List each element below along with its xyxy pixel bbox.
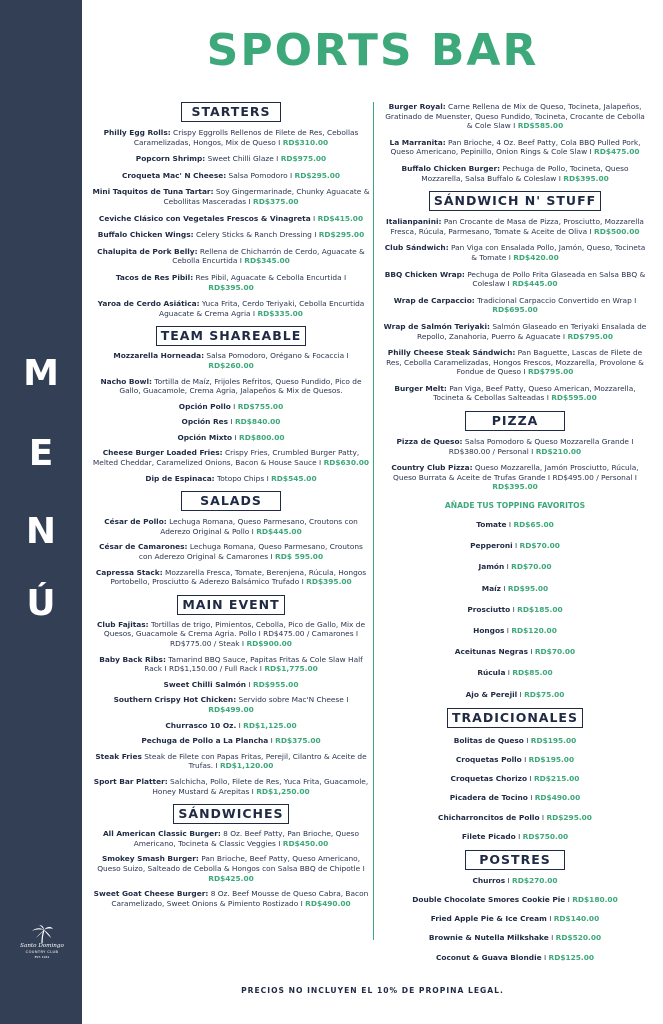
item-name: Opción Pollo	[178, 401, 231, 411]
menu-item: Pizza de Queso: Salsa Pomodoro & Queso Mozzarella Grande I RD$380.00 / Personal I RD$210.00	[396, 437, 634, 456]
club-logo	[20, 925, 64, 959]
item-name: Filete Picado	[461, 831, 516, 841]
item-name: César de Camarones:	[99, 542, 188, 552]
topping-name: Aceitunas Negras	[454, 647, 528, 657]
item-price: RD$520.00	[555, 933, 602, 943]
item-description: Crispy Fries, Crumbled Burger Patty, Melted Cheddar, Caramelized Onions, Bacon & House Sauce	[92, 448, 360, 468]
menu-letter-e: E	[28, 433, 54, 474]
palm-tree-icon	[30, 925, 54, 943]
menu-item: Coconut & Guava Blondie I RD$125.00	[435, 952, 595, 962]
item-name: Philly Cheese Steak Sándwich:	[387, 348, 516, 358]
item-name: Country Club Pizza:	[391, 463, 473, 473]
item-description: Mozzarella Fresca, Tomate, Berenjena, Rúcula, Hongos Portobello, Prosciutto & Aderezo Balsámico Trufado	[110, 567, 367, 587]
logo-established: EST. 1941	[34, 955, 50, 959]
item-name: Mozzarella Horneada:	[113, 351, 205, 361]
item-description: Res Pibil, Aguacate & Cebolla Encurtida	[195, 272, 342, 282]
menu-item: Buffalo Chicken Wings: Celery Sticks & Ranch Dressing I RD$295.00	[97, 230, 365, 240]
item-price: RD$800.00	[239, 432, 285, 442]
menu-item: Southern Crispy Hot Chicken: Servido sobre Mac'N Cheese I RD$499.00	[113, 695, 349, 714]
item-price: RD$475.00	[594, 147, 640, 157]
item-name: Cheese Burger Loaded Fries:	[102, 448, 223, 458]
item-name: Croqueta Mac' N Cheese:	[121, 170, 227, 180]
topping-price: RD$70.00	[511, 562, 552, 572]
item-name: Chalupita de Pork Belly:	[97, 246, 198, 256]
menu-item: Mozzarella Horneada: Salsa Pomodoro, Orégano & Focaccia I RD$260.00	[113, 351, 349, 370]
menu-item: Smokey Smash Burger: Pan Brioche, Beef Patty, Queso Americano, Queso Suizo, Salteado de Cebolla & Hongos con Salsa BBQ de Chipotle I RD$425.00	[97, 854, 365, 883]
menu-item: BBQ Chicken Wrap: Pechuga de Pollo Frita Glaseada en Salsa BBQ & Coleslaw I RD$445.00	[384, 269, 646, 289]
item-name: Chicharroncitos de Pollo	[438, 812, 540, 822]
menu-item: Chicharroncitos de Pollo I RD$295.00	[438, 812, 592, 822]
item-price: RD$180.00	[572, 895, 618, 905]
topping-name: Maíz	[481, 583, 501, 593]
menu-item: Sweet Goat Cheese Burger: 8 Oz. Beef Mousse de Queso Cabra, Bacon Caramelizado, Sweet Onions & Pimiento Rostizado I RD$490.00	[93, 889, 369, 908]
item-description: 8 Oz. Beef Mousse de Queso Cabra, Bacon Caramelizado, Sweet Onions & Pimiento Rostizado	[111, 889, 369, 908]
item-name: Club Fajitas:	[97, 619, 149, 629]
menu-item: Croquetas Pollo I RD$195.00	[455, 755, 575, 765]
item-price: RD$445.00	[256, 526, 302, 536]
topping-price: RD$95.00	[507, 583, 549, 593]
item-price: RD$630.00	[323, 458, 370, 468]
section-heading: STARTERS	[181, 102, 281, 122]
item-description: Tamarind BBQ Sauce, Papitas Fritas & Cole Slaw Half Rack I RD$1,150.00 / Full Rack	[144, 654, 363, 674]
menu-item: Chalupita de Pork Belly: Rellena de Chicharrón de Cerdo, Aguacate & Cebolla Encurtida I RD$345.00	[97, 246, 365, 266]
menu-item: Croquetas Chorizo I RD$215.00	[450, 774, 580, 784]
section-heading: TRADICIONALES	[447, 708, 583, 728]
item-description: 8 Oz. Beef Patty, Pan Brioche, Queso Americano, Tocineta & Classic Veggies	[133, 829, 360, 848]
menu-item: Brownie & Nutella Milkshake I RD$520.00	[428, 933, 602, 943]
topping-name: Prosciutto	[467, 604, 511, 614]
topping-item: Rúcula I RD$85.00	[477, 668, 553, 678]
menu-section	[382, 708, 648, 841]
menu-item	[92, 377, 370, 396]
topping-price: RD$85.00	[512, 668, 553, 678]
item-description: Yuca Frita, Cerdo Teriyaki, Cebolla Encurtida Aguacate & Crema Agria	[159, 299, 365, 318]
menu-item: All American Classic Burger: 8 Oz. Beef Patty, Pan Brioche, Queso Americano, Tocineta & Classic Veggies I RD$450.00	[102, 829, 360, 848]
item-description: Sweet Chilli Glaze	[207, 154, 274, 164]
item-name: Burger Melt:	[394, 383, 447, 393]
menu-item: Opción Pollo I RD$755.00	[178, 401, 284, 411]
item-price: RD$755.00	[237, 401, 284, 411]
item-name: Croquetas Chorizo	[450, 774, 528, 784]
menu-section	[92, 102, 370, 318]
item-description: Tortillas de trigo, Pimientos, Cebolla, Pico de Gallo, Mix de Quesos, Guacamole & Crema Agria. Pollo I RD$475.00 / Camarones I RD$775.00 / Steak	[103, 619, 365, 648]
item-name: Wrap de Salmón Teriyaki:	[383, 321, 490, 331]
section-heading: TEAM SHAREABLE	[156, 326, 307, 346]
menu-section	[92, 804, 370, 908]
topping-item: Hongos I RD$120.00	[473, 625, 557, 635]
menu-item: Cheese Burger Loaded Fries: Crispy Fries, Crumbled Burger Patty, Melted Cheddar, Caramelized Onions, Bacon & House Sauce I RD$630.00	[92, 448, 370, 468]
menu-item: Capressa Stack: Mozzarella Fresca, Tomate, Berenjena, Rúcula, Hongos Portobello, Prosciutto & Aderezo Balsámico Trufado I RD$395.00	[95, 567, 367, 587]
menu-item: Burger Melt: Pan Viga, Beef Patty, Queso American, Mozzarella, Tocineta & Cebollas Salteadas I RD$595.00	[394, 383, 636, 403]
item-name: Pizza de Queso:	[396, 437, 463, 447]
column-divider	[373, 102, 374, 940]
menu-item: Philly Cheese Steak Sándwich: Pan Baguette, Lascas de Filete de Res, Cebolla Caramelizadas, Hongos Frescos, Mozzarella, Provolone & Fondue de Queso I RD$795.00	[386, 348, 644, 377]
item-price: RD$750.00	[522, 831, 569, 841]
item-description: Servido sobre Mac'N Cheese	[238, 695, 344, 705]
item-name: La Marranita:	[389, 137, 446, 147]
item-name: Opción Mixto	[177, 432, 233, 442]
item-description: Lechuga Romana, Queso Parmesano, Croutons con Aderezo Original & Camarones	[138, 542, 363, 562]
item-price: RD$955.00	[252, 679, 299, 689]
item-price: RD$795.00	[527, 367, 574, 377]
topping-item: Pepperoni I RD$70.00	[470, 541, 560, 551]
menu-item: Tacos de Res Pibil: Res Pibil, Aguacate & Cebolla Encurtida I RD$395.00	[115, 272, 347, 292]
item-price: RD$195.00	[530, 736, 577, 746]
topping-name: Hongos	[473, 625, 505, 635]
item-name: Brownie & Nutella Milkshake	[428, 933, 549, 943]
item-description: Pan Viga con Ensalada Pollo, Jamón, Queso, Tocineta & Tomate	[451, 243, 646, 262]
item-price: RD$900.00	[246, 639, 292, 648]
item-name: Double Chocolate Smores Cookie Pie	[412, 895, 566, 905]
item-price: RD$595.00	[551, 393, 597, 403]
right-column	[382, 102, 648, 962]
item-name: Mini Taquitos de Tuna Tartar:	[92, 187, 214, 197]
item-price: RD$975.00	[280, 154, 327, 164]
item-name: Southern Crispy Hot Chicken:	[113, 695, 237, 705]
item-description: Pan Crocante de Masa de Pizza, Prosciutto, Mozzarella Fresca, Rúcula, Parmesano, Tomate & Aceite de Oliva	[390, 217, 644, 236]
menu-section	[382, 411, 648, 699]
topping-price: RD$65.00	[513, 520, 554, 530]
section-heading: POSTRES	[465, 850, 565, 870]
item-name: Croquetas Pollo	[455, 755, 522, 765]
item-name: Italianpanini:	[386, 217, 442, 227]
menu-item: Burger Royal: Carne Rellena de Mix de Queso, Tocineta, Jalapeños, Gratinado de Muenster, Queso Fundido, Tocineta, Crocante de Cebolla & Cole Slaw I RD$585.00	[385, 102, 645, 131]
menu-item: César de Pollo: Lechuga Romana, Queso Parmesano, Croutons con Aderezo Original & Pollo I RD$445.00	[104, 517, 358, 536]
topping-price: RD$185.00	[517, 604, 563, 614]
item-price: RD$125.00	[548, 952, 595, 962]
menu-item: Picadera de Tocino I RD$490.00	[449, 793, 581, 803]
item-price: RD$295.00	[546, 812, 592, 822]
menu-section	[382, 102, 648, 183]
item-price: RD$545.00	[271, 473, 317, 483]
topping-item: Tomate I RD$65.00	[476, 520, 554, 530]
menu-item: Fried Apple Pie & Ice Cream I RD$140.00	[430, 914, 600, 924]
item-name: Churros	[472, 876, 506, 886]
item-description: Salsa Pomodoro & Queso Mozzarella Grande I RD$380.00 / Personal	[448, 437, 634, 456]
topping-item: Ajo & Perejil I RD$75.00	[465, 689, 565, 699]
item-name: Sweet Chilli Salmón	[163, 679, 247, 689]
section-heading: SALADS	[181, 491, 281, 511]
item-price: RD$215.00	[533, 774, 580, 784]
item-name: Dip de Espinaca:	[145, 473, 215, 483]
item-price: RD$310.00	[282, 137, 329, 147]
item-price: RD$395.00	[563, 173, 609, 183]
menu-item: Baby Back Ribs: Tamarind BBQ Sauce, Papitas Fritas & Cole Slaw Half Rack I RD$1,150.00 / Full Rack I RD$1,775.00	[99, 654, 363, 674]
item-name: Capressa Stack:	[95, 567, 163, 577]
item-price: RD$499.00	[208, 704, 254, 714]
item-price: RD$1,775.00	[264, 664, 318, 674]
item-price: RD$490.00	[534, 793, 581, 803]
menu-section	[382, 850, 648, 962]
item-name: Smokey Smash Burger:	[101, 854, 199, 864]
item-name: Pechuga de Pollo a La Plancha	[141, 736, 269, 746]
item-price: RD$270.00	[512, 876, 558, 886]
page-title: SPORTS BAR	[206, 25, 539, 76]
topping-name: Rúcula	[477, 668, 506, 678]
item-description: Pan Brioche, 4 Oz. Beef Patty, Cola BBQ Pulled Pork, Queso Americano, Pepinillo, Onion Rings & Cole Slaw	[390, 137, 641, 157]
item-name: Buffalo Chicken Wings:	[97, 230, 194, 240]
item-price: RD$695.00	[492, 305, 538, 315]
item-price: RD$335.00	[257, 308, 303, 318]
topping-name: Tomate	[476, 520, 507, 530]
menu-item: Ceviche Clásico con Vegetales Frescos & Vinagreta I RD$415.00	[98, 213, 364, 223]
item-name: Tacos de Res Pibil:	[115, 272, 194, 282]
item-name: Club Sándwich:	[384, 243, 449, 253]
left-column	[92, 102, 370, 908]
item-price: RD$375.00	[253, 196, 299, 206]
item-name: Baby Back Ribs:	[99, 654, 166, 664]
topping-price: RD$70.00	[534, 647, 576, 657]
item-price: RD$1,125.00	[243, 720, 297, 730]
item-description: Crispy Eggrolls Rellenos de Filete de Res, Cebollas Caramelizadas, Hongos, Mix de Queso	[133, 128, 359, 147]
menu-item: Wrap de Salmón Teriyaki: Salmón Glaseado en Teriyaki Ensalada de Repollo, Zanahoria, Puerro & Aguacate I RD$795.00	[383, 321, 647, 341]
menu-item: Wrap de Carpaccio: Tradicional Carpaccio Convertido en Wrap I RD$695.00	[393, 295, 637, 315]
item-price: RD$295.00	[294, 170, 340, 180]
item-description: Pan Viga, Beef Patty, Queso American, Mozzarella, Tocineta & Cebollas Salteadas	[433, 383, 636, 403]
menu-letter-n: N	[25, 511, 57, 552]
menu-item: Sweet Chilli Salmón I RD$955.00	[163, 679, 299, 689]
footer-note: PRECIOS NO INCLUYEN EL 10% DE PROPINA LEGAL.	[241, 986, 504, 995]
item-description: Totopo Chips	[217, 473, 265, 483]
item-price: RD$345.00	[244, 256, 290, 266]
item-name: Coconut & Guava Blondie	[435, 952, 542, 962]
menu-section	[92, 491, 370, 587]
item-description: Pan Brioche, Beef Patty, Queso Americano, Queso Suizo, Salteado de Cebolla & Hongos con Salsa BBQ de Chipotle	[97, 854, 361, 873]
topping-name: Pepperoni	[470, 541, 513, 551]
section-heading: SÁNDWICHES	[173, 804, 288, 824]
menu-item: Pechuga de Pollo a La Plancha I RD$375.00	[141, 736, 321, 746]
menu-item: César de Camarones: Lechuga Romana, Queso Parmesano, Croutons con Aderezo Original & Camarones I RD$ 595.00	[99, 542, 363, 562]
menu-item: Sport Bar Platter: Salchicha, Pollo, Filete de Res, Yuca Frita, Guacamole, Honey Mustard & Arepitas I RD$1,250.00	[93, 776, 369, 796]
item-price: RD$375.00	[275, 736, 321, 746]
section-heading: SÁNDWICH N' STUFF	[429, 191, 601, 211]
item-price: RD$395.00	[208, 282, 254, 292]
item-price: RD$425.00	[208, 873, 254, 883]
item-name: Wrap de Carpaccio:	[393, 295, 475, 305]
item-name: Yaroa de Cerdo Asiática:	[97, 299, 200, 309]
item-description: Soy Gingermarinade, Chunky Aguacate & Cebollitas Masceradas	[163, 187, 370, 206]
menu-item: Filete Picado I RD$750.00	[461, 831, 569, 841]
item-description: Salsa Pomodoro, Orégano & Focaccia	[206, 351, 345, 361]
menu-letter-m: M	[23, 353, 59, 394]
item-description: Lechuga Romana, Queso Parmesano, Croutons con Aderezo Original & Pollo	[160, 517, 358, 536]
item-price: RD$420.00	[513, 252, 559, 262]
toppings-heading: AÑADE TUS TOPPING FAVORITOS	[444, 501, 586, 511]
item-name: Philly Egg Rolls:	[103, 128, 171, 137]
topping-item: Maíz I RD$95.00	[481, 583, 549, 593]
section-heading: MAIN EVENT	[177, 595, 284, 615]
logo-script-text: Santo Domingo	[20, 943, 64, 949]
item-name: BBQ Chicken Wrap:	[384, 269, 465, 279]
item-price: RD$445.00	[512, 279, 558, 289]
menu-item: La Marranita: Pan Brioche, 4 Oz. Beef Patty, Cola BBQ Pulled Pork, Queso Americano, Pepinillo, Onion Rings & Cole Slaw I RD$475.00	[389, 137, 641, 157]
item-price: RD$415.00	[317, 213, 364, 223]
item-description: Salsa Pomodoro	[228, 170, 288, 180]
item-description: Queso Mozzarella, Jamón Prosciutto, Rúcula, Queso Burrata & Aceite de Trufas Grande I RD$495.00 / Personal	[393, 463, 639, 482]
topping-price: RD$120.00	[511, 625, 557, 635]
item-price: RD$1,120.00	[219, 761, 274, 771]
menu-item: Popcorn Shrimp: Sweet Chilli Glaze I RD$975.00	[135, 154, 327, 164]
topping-name: Ajo & Perejil	[465, 689, 518, 699]
item-description: Salmón Glaseado en Teriyaki Ensalada de Repollo, Zanahoria, Puerro & Aguacate	[417, 321, 647, 341]
item-price: RD$395.00	[492, 482, 538, 492]
menu-item: Philly Egg Rolls: Crispy Eggrolls Rellenos de Filete de Res, Cebollas Caramelizadas, Hongos, Mix de Queso I RD$310.00	[103, 128, 359, 147]
topping-item: Jamón I RD$70.00	[478, 562, 552, 572]
item-description: Tradicional Carpaccio Convertido en Wrap	[477, 295, 632, 305]
item-price: RD$140.00	[553, 914, 600, 924]
item-description: Pechuga de Pollo Frita Glaseada en Salsa BBQ & Coleslaw	[467, 269, 646, 289]
menu-item: Dip de Espinaca: Totopo Chips I RD$545.00	[145, 473, 317, 483]
item-name: César de Pollo:	[104, 517, 167, 527]
menu-item: Opción Mixto I RD$800.00	[177, 432, 285, 442]
item-name: Ceviche Clásico con Vegetales Frescos & Vinagreta	[98, 213, 311, 223]
item-description: Tortilla de Maíz, Frijoles Refritos, Queso Fundido, Pico de Gallo, Guacamole, Crema Agria, Jalapeños & Mix de Quesos.	[119, 376, 362, 396]
item-price: RD$1,250.00	[256, 786, 310, 796]
menu-item: Churros I RD$270.00	[472, 876, 558, 886]
item-price: RD$450.00	[282, 838, 329, 848]
topping-item: Aceitunas Negras I RD$70.00	[454, 647, 576, 657]
menu-item: Steak Fries Steak de Filete con Papas Fritas, Perejil, Cilantro & Aceite de Trufas. I RD$1,120.00	[95, 751, 367, 771]
item-name: Fried Apple Pie & Ice Cream	[430, 914, 547, 924]
item-description: Celery Sticks & Ranch Dressing	[195, 230, 312, 240]
item-name: Nacho Bowl:	[100, 376, 152, 386]
item-name: Bolitas de Queso	[453, 736, 524, 746]
menu-item: Club Sándwich: Pan Viga con Ensalada Pollo, Jamón, Queso, Tocineta & Tomate I RD$420.00	[384, 243, 646, 262]
item-name: Buffalo Chicken Burger:	[401, 163, 501, 173]
topping-price: RD$75.00	[524, 689, 565, 699]
topping-name: Jamón	[478, 562, 505, 572]
item-price: RD$395.00	[306, 577, 352, 587]
item-price: RD$260.00	[208, 360, 254, 370]
menu-letter-u: Ú	[26, 583, 56, 624]
item-name: Popcorn Shrimp:	[135, 154, 206, 164]
item-description: Pechuga de Pollo, Tocineta, Queso Mozzarella, Salsa Buffalo & Coleslaw	[421, 163, 629, 183]
item-price: RD$585.00	[517, 121, 564, 131]
item-description: Carne Rellena de Mix de Queso, Tocineta, Jalapeños, Gratinado de Muenster, Queso Fundido, Tocineta, Crocante de Cebolla & Cole Slaw	[385, 102, 645, 131]
menu-section	[382, 191, 648, 403]
item-price: RD$295.00	[318, 230, 365, 240]
item-name: Sweet Goat Cheese Burger:	[93, 889, 209, 899]
section-heading: PIZZA	[465, 411, 565, 431]
item-name: Burger Royal:	[388, 102, 446, 111]
item-price: RD$795.00	[567, 331, 613, 341]
menu-item: Country Club Pizza: Queso Mozzarella, Jamón Prosciutto, Rúcula, Queso Burrata & Aceite de Trufas Grande I RD$495.00 / Personal I RD$395.00	[391, 463, 639, 492]
item-description: Pan Baguette, Lascas de Filete de Res, Cebolla Caramelizadas, Hongos Frescos, Mozzarella, Provolone & Fondue de Queso	[386, 348, 644, 377]
menu-item: Double Chocolate Smores Cookie Pie I RD$180.00	[412, 895, 618, 905]
item-price: RD$500.00	[594, 226, 640, 236]
topping-price: RD$70.00	[519, 541, 560, 551]
item-name: Opción Res	[181, 417, 229, 427]
item-description: Salchicha, Pollo, Filete de Res, Yuca Frita, Guacamole, Honey Mustard & Arepitas	[152, 776, 369, 796]
item-name: Sport Bar Platter:	[93, 776, 168, 786]
menu-item: Italianpanini: Pan Crocante de Masa de Pizza, Prosciutto, Mozzarella Fresca, Rúcula, Parmesano, Tomate & Aceite de Oliva I RD$500.00	[386, 217, 644, 236]
item-price: RD$840.00	[234, 417, 281, 427]
logo-subtitle: COUNTRY CLUB	[25, 950, 59, 954]
item-description: Rellena de Chicharrón de Cerdo, Aguacate & Cebolla Encurtida	[172, 246, 365, 266]
menu-item: Yaroa de Cerdo Asiática: Yuca Frita, Cerdo Teriyaki, Cebolla Encurtida Aguacate & Crema Agria I RD$335.00	[97, 299, 365, 318]
item-name: Steak Fries	[95, 751, 142, 761]
item-price: RD$195.00	[528, 755, 575, 765]
item-price: RD$490.00	[305, 898, 351, 908]
item-price: RD$210.00	[535, 446, 582, 456]
item-name: All American Classic Burger:	[102, 829, 221, 839]
menu-item: Mini Taquitos de Tuna Tartar: Soy Gingermarinade, Chunky Aguacate & Cebollitas Masceradas I RD$375.00	[92, 187, 370, 206]
menu-item: Bolitas de Queso I RD$195.00	[453, 736, 577, 746]
menu-item: Churrasco 10 Oz. I RD$1,125.00	[165, 720, 297, 730]
item-description: Steak de Filete con Papas Fritas, Perejil, Cilantro & Aceite de Trufas.	[144, 751, 367, 771]
menu-item: Croqueta Mac' N Cheese: Salsa Pomodoro I RD$295.00	[121, 170, 340, 180]
menu-item: Club Fajitas: Tortillas de trigo, Pimientos, Cebolla, Pico de Gallo, Mix de Quesos, Guacamole & Crema Agria. Pollo I RD$475.00 / Camarones I RD$775.00 / Steak I RD$900.00	[97, 619, 365, 648]
item-name: Churrasco 10 Oz.	[165, 720, 237, 730]
item-price: RD$ 595.00	[275, 552, 324, 562]
menu-section	[92, 326, 370, 483]
item-name: Picadera de Tocino	[449, 793, 528, 803]
menu-item: Buffalo Chicken Burger: Pechuga de Pollo, Tocineta, Queso Mozzarella, Salsa Buffalo & Coleslaw I RD$395.00	[401, 163, 629, 183]
menu-item: Opción Res I RD$840.00	[181, 417, 281, 427]
topping-item: Prosciutto I RD$185.00	[467, 604, 563, 614]
menu-section	[92, 595, 370, 796]
sidebar	[0, 0, 82, 1024]
